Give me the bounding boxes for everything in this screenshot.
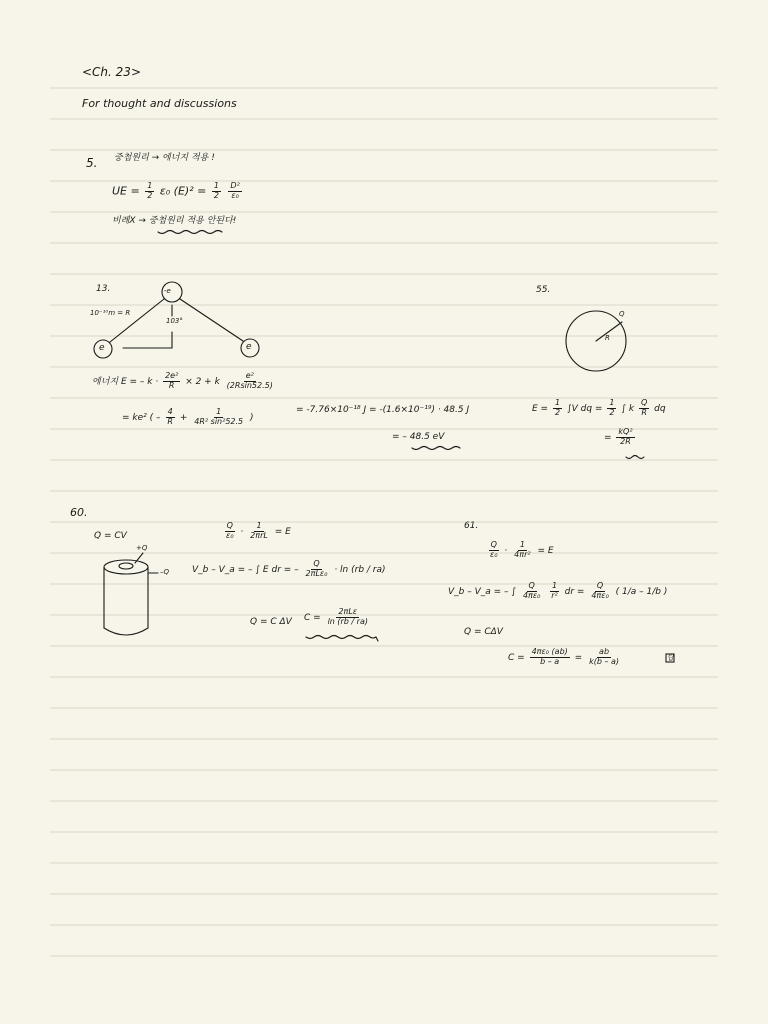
p13-frac3: $\frac{4}{R}$: [167, 407, 173, 426]
problem-61-field: $\frac{Q}{\text{ε₀}}$ · $\frac{1}{\text{4πr²}}$ = E: [490, 540, 554, 559]
problem-60-q-cv: Q = CV: [94, 531, 127, 541]
problem-60-field: $\frac{Q}{\text{ε₀}}$ · $\frac{1}{\text{2πrL}}$ = E: [226, 521, 291, 540]
problem-60-capacitance: C = $\frac{\text{2πLε}}{\ln (rb / ra)}$: [304, 607, 368, 626]
p61-frac4: $\frac{1}{\text{r²}}$: [551, 581, 558, 600]
p5-ue-lhs: UE =: [112, 184, 140, 198]
p5-ue-mid: ε₀ (E)² =: [159, 184, 207, 198]
p5-frac2: $\frac{1}{2}$: [213, 181, 219, 200]
minus-q-label: –Q: [160, 568, 170, 576]
problem-13-answer: = – 48.5 eV: [392, 432, 445, 442]
problem-5-number: 5.: [86, 156, 98, 170]
p60-frac4: $\frac{\text{2πLε}}{\ln (rb / ra)}$: [327, 607, 368, 626]
p61-frac1: $\frac{Q}{\text{ε₀}}$: [490, 540, 498, 559]
p55-frac3: $\frac{Q}{R}$: [640, 398, 648, 417]
squiggle-underline-p60: [306, 636, 378, 642]
squiggle-underline-p55: [626, 456, 644, 459]
problem-5-line3: 비례X → 중첩원리 적용 안된다!: [112, 216, 237, 226]
p13-frac2: $\frac{\text{e²}}{(2Rsin52.5)}$: [226, 371, 273, 390]
p60-frac1: $\frac{Q}{\text{ε₀}}$: [226, 521, 234, 540]
problem-61-number: 61.: [464, 521, 479, 531]
p55-frac1: $\frac{1}{2}$: [554, 398, 561, 417]
charge-label-left: e: [99, 343, 105, 353]
answer-box-label: 답: [667, 654, 674, 662]
problem-55-line1: E = $\frac{1}{2}$ ∫V dq = $\frac{1}{2}$ ∫ k $\frac{Q}{R}$ dq: [532, 398, 666, 417]
p61-frac2: $\frac{1}{\text{4πr²}}$: [514, 540, 531, 559]
problem-61-q-cdv: Q = CΔV: [464, 627, 503, 637]
problem-13-number: 13.: [96, 284, 111, 294]
problem-5-line2: [112, 182, 244, 201]
p13-frac1: $\frac{\text{2e²}}{R}$: [165, 371, 179, 390]
p5-frac1: $\frac{1}{2}$: [147, 181, 153, 200]
p61-frac5: $\frac{Q}{\text{4πε₀}}$: [591, 581, 609, 600]
section-subtitle: For thought and discussions: [82, 97, 237, 110]
p61-frac7: $\frac{ab}{k(b - a)}$: [589, 647, 620, 666]
sphere-label-r: R: [605, 334, 610, 342]
p13-frac4: $\frac{1}{\text{4R² sin²52.5}}$: [194, 407, 244, 426]
problem-60-number: 60.: [70, 506, 88, 519]
problem-13-result: = -7.76×10⁻¹⁸ J = -(1.6×10⁻¹⁹) · 48.5 J: [296, 405, 470, 415]
problem-60-potential: V_b – V_a = – ∫ E dr = – $\frac{Q}{\text{2πLε₀}}$ · ln (rb / ra): [192, 559, 386, 578]
p5-frac3: $\frac{\text{D²}}{\text{ε₀}}$: [230, 181, 240, 200]
problem-61-potential: V_b – V_a = – ∫ $\frac{Q}{\text{4πε₀}}$ $\frac{1}{\text{r²}}$ dr = $\frac{Q}{\text{4πε₀}}$ ( 1/a – 1/b ): [448, 581, 668, 600]
charge-label-top: -e: [164, 287, 171, 295]
p61-frac3: $\frac{Q}{\text{4πε₀}}$: [522, 581, 541, 600]
p60-frac2: $\frac{1}{\text{2πrL}}$: [250, 521, 268, 540]
problem-13-line1: 에너지 E = – k · $\frac{\text{2e²}}{R}$ × 2 + k $\frac{\text{e²}}{(2Rsin52.5)}$: [92, 371, 273, 390]
chapter-title: <Ch. 23>: [82, 65, 141, 79]
problem-60-q-cdv: Q = C ΔV: [250, 617, 292, 627]
p60-frac3: $\frac{Q}{\text{2πLε₀}}$: [305, 559, 328, 578]
problem-55-number: 55.: [536, 285, 551, 295]
p55-frac2: $\frac{1}{2}$: [609, 398, 615, 417]
angle-label: 103°: [166, 317, 183, 325]
charge-label-right: e: [246, 342, 252, 352]
squiggle-underline-p13: [412, 447, 460, 450]
problem-55-line2: = $\frac{\text{kQ²}}{2R}$: [604, 427, 633, 446]
problem-13-line2: = ke² ( – $\frac{4}{R}$ + $\frac{1}{\text{4R² sin²52.5}}$ ): [122, 407, 254, 426]
sphere-label-q: Q: [619, 310, 625, 318]
p55-frac4: $\frac{\text{kQ²}}{2R}$: [618, 427, 633, 446]
squiggle-underline-p5: [158, 231, 222, 234]
problem-61-capacitance: C = $\frac{\text{4πε₀ (ab)}}{b - a}$ = $\frac{ab}{k(b - a)}$: [508, 647, 620, 666]
cylinder-top: [104, 560, 148, 574]
plus-q-label: +Q: [136, 544, 148, 552]
distance-label: 10⁻¹⁰m = R: [90, 309, 131, 317]
p61-frac6: $\frac{\text{4πε₀ (ab)}}{b - a}$: [531, 647, 568, 666]
problem-5-line1: 중첩원리 → 에너지 적용 !: [114, 153, 215, 163]
